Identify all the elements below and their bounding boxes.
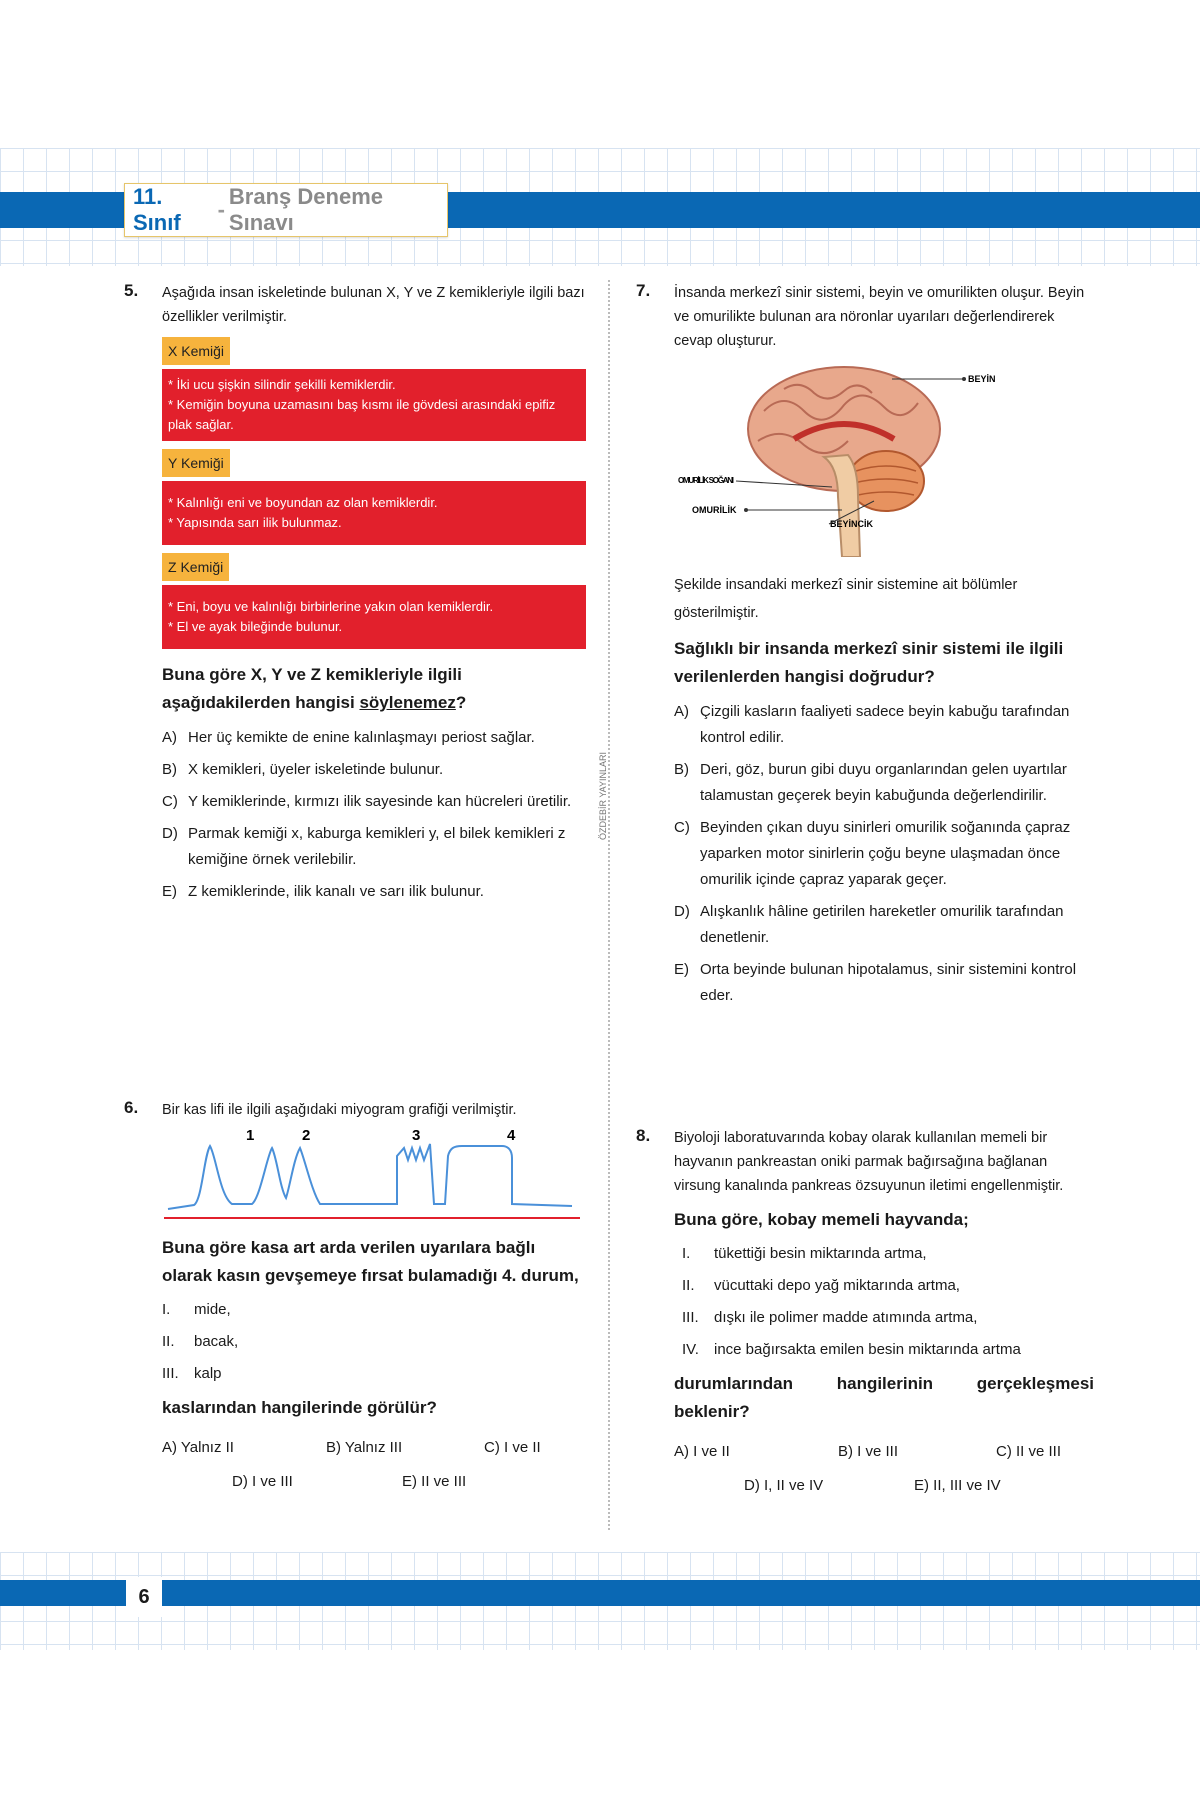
q8-answer-d[interactable]: D) I, II ve IV bbox=[744, 1477, 824, 1494]
q7-option-a[interactable] bbox=[674, 699, 1094, 751]
option-letter: B) bbox=[674, 761, 689, 778]
q5-question-mark: ? bbox=[455, 693, 467, 712]
roman-numeral: I. bbox=[682, 1245, 691, 1262]
question-5 bbox=[162, 281, 586, 905]
q8-answer-e[interactable]: E) II, III ve IV bbox=[914, 1477, 1001, 1494]
y-bone-label: Y Kemiği bbox=[162, 449, 230, 477]
q6-answer-e[interactable]: E) II ve III bbox=[402, 1473, 467, 1490]
q8-question: durumlarından hangilerinin gerçekleşmesi beklenir? bbox=[674, 1374, 1094, 1421]
q5-option-b[interactable] bbox=[162, 757, 586, 783]
y-item: * Yapısında sarı ilik bulunmaz. bbox=[168, 515, 342, 530]
roman-numeral: I. bbox=[162, 1301, 171, 1318]
graph-label-4: 4 bbox=[507, 1127, 516, 1144]
q7-option-d[interactable] bbox=[674, 899, 1094, 951]
question-6 bbox=[162, 1098, 586, 1494]
header-separator: - bbox=[217, 197, 225, 222]
myogram-graph bbox=[162, 1126, 582, 1226]
pointer-omurilik-dot bbox=[744, 508, 748, 512]
x-bone-box bbox=[162, 369, 586, 441]
q6-answers-row2 bbox=[162, 1470, 586, 1494]
graph-label-3: 3 bbox=[412, 1127, 421, 1144]
q6-item bbox=[162, 1298, 586, 1322]
q6-answer-b[interactable]: B) Yalnız III bbox=[326, 1439, 403, 1456]
q7-intro: İnsanda merkezî sinir sistemi, beyin ve omurilikten oluşur. Beyin ve omurilikte bulunan ara nöronlar uyarıları değerlendirerek cevap oluşturur. bbox=[674, 285, 1085, 349]
q6-answer-a[interactable]: A) Yalnız II bbox=[162, 1439, 234, 1456]
option-text: Her üç kemikte de enine kalınlaşmayı periost sağlar. bbox=[188, 729, 535, 746]
option-letter: C) bbox=[674, 819, 690, 836]
q7-caption: Şekilde insandaki merkezî sinir sistemine ait bölümler gösterilmiştir. bbox=[674, 577, 1018, 621]
q8-item bbox=[682, 1274, 1094, 1298]
q7-number: 7. bbox=[636, 281, 651, 300]
option-letter: A) bbox=[674, 703, 689, 720]
myogram-curve bbox=[168, 1144, 572, 1209]
option-text: Beyinden çıkan duyu sinirleri omurilik soğanında çapraz yaparken motor sinirlerin çoğu beyne ulaşmadan önce omurilik içinde çapraz yaparak geçer. bbox=[700, 819, 1071, 888]
roman-numeral: IV. bbox=[682, 1341, 699, 1358]
option-letter: D) bbox=[162, 825, 178, 842]
q6-question: Buna göre kasa art arda verilen uyarılara bağlı olarak kasın gevşemeye fırsat bulamadığı 4. durum, bbox=[162, 1238, 579, 1285]
q8-answer-a[interactable]: A) I ve II bbox=[674, 1443, 730, 1460]
q5-number: 5. bbox=[124, 281, 139, 300]
roman-numeral: III. bbox=[162, 1365, 179, 1382]
q5-option-d[interactable] bbox=[162, 821, 586, 873]
item-text: mide, bbox=[194, 1301, 231, 1318]
header-title-box bbox=[124, 183, 448, 237]
option-text: Orta beyinde bulunan hipotalamus, sinir sistemini kontrol eder. bbox=[700, 961, 1077, 1004]
item-text: bacak, bbox=[194, 1333, 239, 1350]
q8-lead: Buna göre, kobay memeli hayvanda; bbox=[674, 1210, 969, 1229]
z-item: * El ve ayak bileğinde bulunur. bbox=[168, 619, 343, 634]
q8-item bbox=[682, 1338, 1094, 1362]
pointer-beyin-dot bbox=[962, 377, 966, 381]
brain-illustration bbox=[674, 361, 1094, 557]
q8-answers-row1 bbox=[674, 1440, 1094, 1464]
roman-numeral: III. bbox=[682, 1309, 699, 1326]
z-bone-box bbox=[162, 585, 586, 649]
option-letter: D) bbox=[674, 903, 690, 920]
q7-option-c[interactable] bbox=[674, 815, 1094, 893]
q7-option-e[interactable] bbox=[674, 957, 1094, 1009]
question-7 bbox=[674, 281, 1094, 1009]
q8-answer-c[interactable]: C) II ve III bbox=[996, 1443, 1062, 1460]
q7-option-b[interactable] bbox=[674, 757, 1094, 809]
graph-label-2: 2 bbox=[302, 1127, 311, 1144]
label-beyincik: BEYİNCİK bbox=[830, 519, 874, 529]
q8-item bbox=[682, 1306, 1094, 1330]
q5-question-underlined: söylenemez bbox=[359, 693, 456, 712]
item-text: kalp bbox=[194, 1365, 222, 1382]
item-text: ince bağırsakta emilen besin miktarında artma bbox=[714, 1341, 1021, 1358]
item-text: vücuttaki depo yağ miktarında artma, bbox=[714, 1277, 960, 1294]
footer-bar bbox=[0, 1580, 1200, 1606]
q6-item bbox=[162, 1330, 586, 1354]
roman-numeral: II. bbox=[682, 1277, 695, 1294]
option-letter: E) bbox=[674, 961, 689, 978]
option-text: Parmak kemiği x, kaburga kemikleri y, el bilek kemikleri z kemiğine örnek verilebilir. bbox=[188, 825, 566, 868]
label-omurilik-sogani: OMURİLİK SOĞANI bbox=[678, 476, 734, 485]
q6-number: 6. bbox=[124, 1098, 139, 1117]
q6-answers-row1 bbox=[162, 1436, 586, 1460]
exam-title: Branş Deneme Sınavı bbox=[228, 184, 383, 235]
option-letter: E) bbox=[162, 883, 177, 900]
option-text: X kemikleri, üyeler iskeletinde bulunur. bbox=[188, 761, 444, 778]
y-item: * Kalınlığı eni ve boyundan az olan kemiklerdir. bbox=[168, 495, 438, 510]
option-text: Alışkanlık hâline getirilen hareketler omurilik tarafından denetlenir. bbox=[700, 903, 1064, 946]
roman-numeral: II. bbox=[162, 1333, 175, 1350]
column-divider bbox=[608, 280, 610, 1530]
q5-option-a[interactable] bbox=[162, 725, 586, 751]
x-item: * Kemiğin boyuna uzamasını baş kısmı ile gövdesi arasındaki epifiz plak sağlar. bbox=[168, 397, 556, 432]
q5-option-e[interactable] bbox=[162, 879, 586, 905]
q6-answer-d[interactable]: D) I ve III bbox=[232, 1473, 293, 1490]
q5-option-c[interactable] bbox=[162, 789, 586, 815]
q6-answer-c[interactable]: C) I ve II bbox=[484, 1439, 541, 1456]
option-text: Z kemiklerinde, ilik kanalı ve sarı ilik bulunur. bbox=[188, 883, 484, 900]
page-number: 6 bbox=[126, 1577, 162, 1617]
option-text: Y kemiklerinde, kırmızı ilik sayesinde kan hücreleri üretilir. bbox=[188, 793, 572, 810]
q5-intro: Aşağıda insan iskeletinde bulunan X, Y ve Z kemikleriyle ilgili bazı özellikler verilmiştir. bbox=[162, 285, 585, 325]
q8-item bbox=[682, 1242, 1094, 1266]
item-text: dışkı ile polimer madde atımında artma, bbox=[714, 1309, 978, 1326]
q5-question bbox=[162, 661, 586, 717]
q8-number: 8. bbox=[636, 1126, 651, 1145]
question-8 bbox=[674, 1126, 1094, 1498]
x-bone-label: X Kemiği bbox=[162, 337, 230, 365]
q8-answers-row2 bbox=[674, 1474, 1094, 1498]
option-text: Deri, göz, burun gibi duyu organlarından gelen uyartılar talamustan geçerek beyin kabuğunda değerlendirilir. bbox=[700, 761, 1067, 804]
q5-question-text: Buna göre X, Y ve Z kemikleriyle ilgili aşağıdakilerden hangisi bbox=[162, 665, 462, 712]
x-item: * İki ucu şişkin silindir şekilli kemiklerdir. bbox=[168, 377, 396, 392]
q8-intro: Biyoloji laboratuvarında kobay olarak kullanılan memeli bir hayvanın pankreastan oniki parmak bağırsağına bağlanan virsung kanalında pankreas özsuyunun iletimi engellenmiştir. bbox=[674, 1130, 1064, 1194]
q6-question2: kaslarından hangilerinde görülür? bbox=[162, 1398, 437, 1417]
option-letter: C) bbox=[162, 793, 178, 810]
option-letter: B) bbox=[162, 761, 177, 778]
class-number: 11. Sınıf bbox=[133, 184, 181, 235]
option-letter: A) bbox=[162, 729, 177, 746]
publisher-brand: ÖZDEBİR YAYINLARI bbox=[598, 751, 608, 840]
label-omurilik: OMURİLİK bbox=[692, 505, 737, 515]
q7-question: Sağlıklı bir insanda merkezî sinir sistemi ile ilgili verilenlerden hangisi doğrudur? bbox=[674, 639, 1064, 686]
item-text: tükettiği besin miktarında artma, bbox=[714, 1245, 927, 1262]
q6-intro: Bir kas lifi ile ilgili aşağıdaki miyogram grafiği verilmiştir. bbox=[162, 1102, 517, 1118]
q6-item bbox=[162, 1362, 586, 1386]
z-bone-label: Z Kemiği bbox=[162, 553, 229, 581]
y-bone-box bbox=[162, 481, 586, 545]
q8-answer-b[interactable]: B) I ve III bbox=[838, 1443, 899, 1460]
option-text: Çizgili kasların faaliyeti sadece beyin kabuğu tarafından kontrol edilir. bbox=[700, 703, 1070, 746]
z-item: * Eni, boyu ve kalınlığı birbirlerine yakın olan kemiklerdir. bbox=[168, 599, 494, 614]
label-beyin: BEYİN bbox=[968, 374, 996, 384]
graph-label-1: 1 bbox=[246, 1127, 255, 1144]
